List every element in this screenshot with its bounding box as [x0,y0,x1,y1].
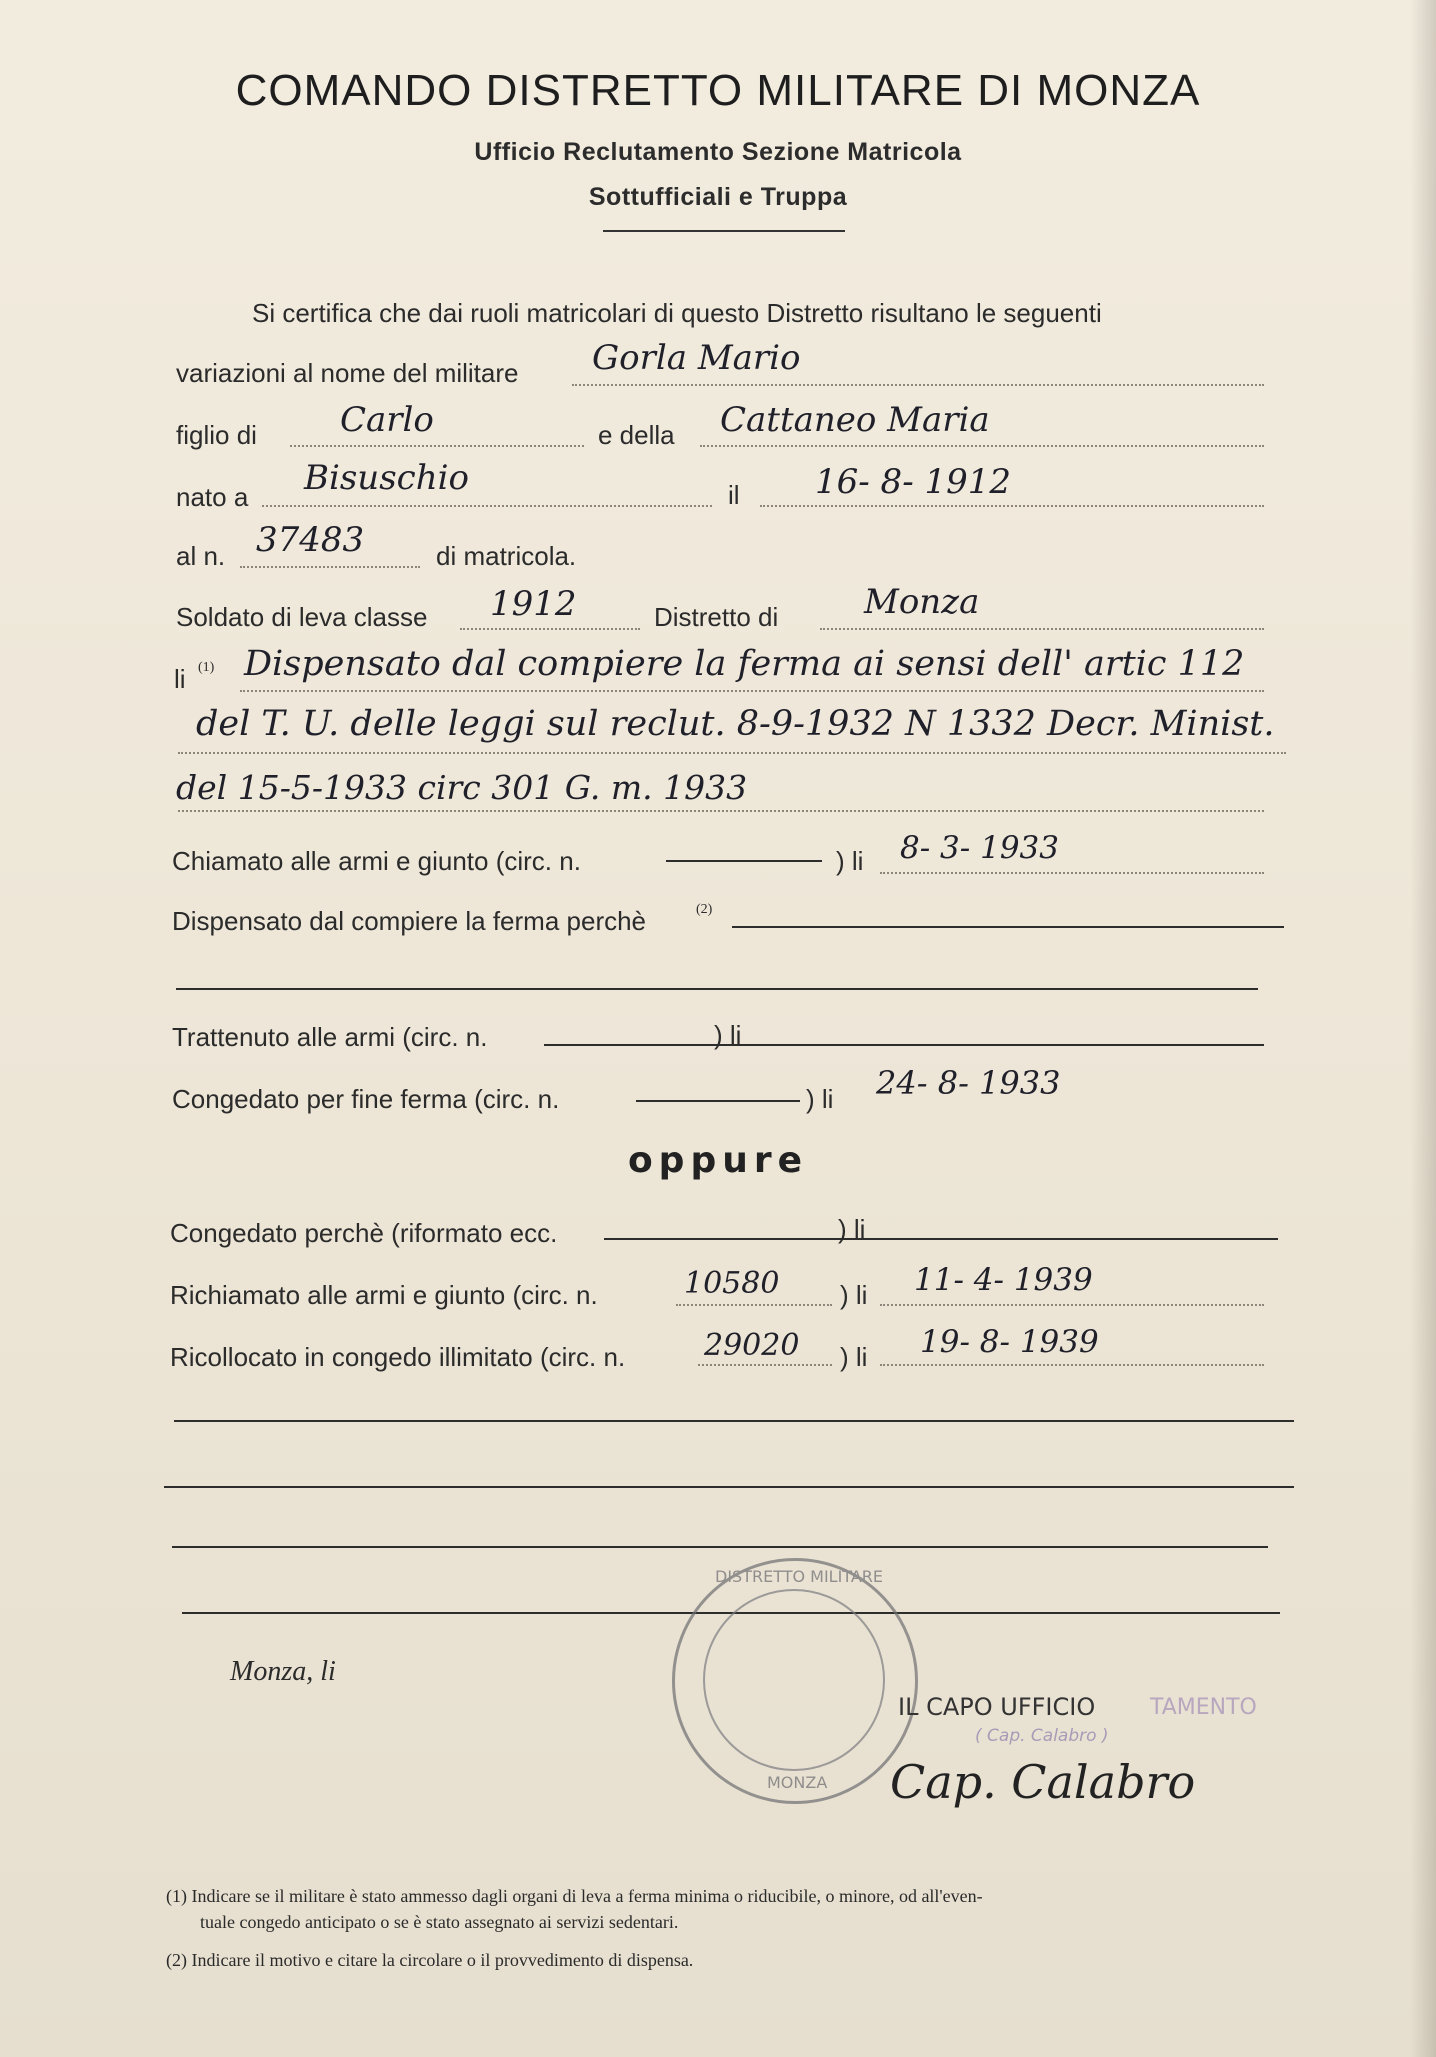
li-footnote-ref: (1) [198,660,215,675]
soldier-class-dotted-line [460,628,640,630]
father-value: Carlo [340,400,434,440]
name-dotted-line [572,384,1264,386]
discharged-li-label: ) li [806,1084,834,1114]
place-date-label: Monza, li [230,1656,336,1687]
birth-date-value: 16- 8- 1912 [815,462,1012,502]
relocated-date-dotted-line [880,1364,1264,1366]
note-line-1: Dispensato dal compiere la ferma ai sensi dell' artic 112 [244,644,1245,684]
head-of-office-ghost-stamp: TAMENTO [1150,1695,1257,1720]
footnote-1-line-2: tuale congedo anticipato o se è stato assegnato ai servizi sedentari. [200,1912,679,1932]
relocated-date-value: 19- 8- 1939 [920,1324,1099,1360]
called-label: Chiamato alle armi e giunto (circ. n. [172,846,581,876]
relocated-li-label: ) li [840,1342,868,1372]
matricola-label: di matricola. [436,541,577,571]
blank-line-1 [174,1420,1294,1422]
name-value: Gorla Mario [592,338,801,378]
note-dotted-line-3 [178,810,1264,812]
document-title: COMANDO DISTRETTO MILITARE DI MONZA [235,66,1201,115]
blank-line-3 [172,1546,1268,1548]
official-stamp [672,1558,918,1804]
oppure-heading: oppure [627,1140,809,1181]
born-dotted-line [262,505,712,507]
page-edge-shadow [1410,0,1436,2057]
footnote-1-line-1: (1) Indicare se il militare è stato ammesso dagli organi di leva a ferma minima o riducibile, o minore, od all'even- [166,1886,983,1906]
soldier-class-value: 1912 [490,584,577,624]
note-line-2: del T. U. delle leggi sul reclut. 8-9-1932 N 1332 Decr. Minist. [196,704,1275,744]
discharged-reason-label: Congedato perchè (riformato ecc. [170,1218,558,1248]
relocated-circ-value: 29020 [704,1328,800,1363]
recalled-li-label: ) li [840,1280,868,1310]
head-of-office-name-stamp: ( Cap. Calabro ) [975,1726,1109,1746]
called-li-label: ) li [836,846,864,876]
stamp-inner-ring [703,1589,885,1771]
discharged-date-value: 24- 8- 1933 [876,1064,1061,1102]
district-value: Monza [864,582,980,622]
dispensed-continuation-line [176,988,1258,990]
retained-li-label: ) li [714,1020,742,1050]
called-date-value: 8- 3- 1933 [900,830,1059,866]
signature: Cap. Calabro [890,1755,1196,1809]
birth-date-dotted-line [760,505,1264,507]
dispensed-label: Dispensato dal compiere la ferma perchè [172,906,647,936]
born-label: nato a [176,482,249,512]
header-rule [603,230,845,232]
district-dotted-line [820,628,1264,630]
section-subtitle: Sottufficiali e Truppa [588,183,848,211]
number-dotted-line [240,566,420,568]
name-label: variazioni al nome del militare [176,358,519,388]
birth-date-label: il [728,480,740,510]
head-of-office-title: IL CAPO UFFICIO [898,1693,1096,1721]
number-value: 37483 [256,520,365,560]
number-label: al n. [176,541,226,571]
footnote-2: (2) Indicare il motivo e citare la circolare o il provvedimento di dispensa. [166,1950,694,1970]
blank-line-2 [164,1486,1294,1488]
discharged-label: Congedato per fine ferma (circ. n. [172,1084,560,1114]
mother-dotted-line [700,445,1264,447]
discharged-reason-line [604,1238,1278,1240]
stamp-bottom-text: MONZA [767,1773,828,1792]
called-date-dotted-line [880,872,1264,874]
intro-text: Si certifica che dai ruoli matricolari di questo Distretto risultano le seguenti [252,298,1102,328]
dispensed-line [732,926,1284,928]
recalled-circ-dotted-line [676,1304,832,1306]
mother-label: e della [598,420,675,450]
discharged-circ-line [636,1100,800,1102]
li-label: li [174,664,186,694]
recalled-date-dotted-line [880,1304,1264,1306]
note-dotted-line-2 [178,752,1286,754]
recalled-date-value: 11- 4- 1939 [914,1262,1093,1298]
dispensed-footnote-ref: (2) [696,902,713,917]
recalled-label: Richiamato alle armi e giunto (circ. n. [170,1280,598,1310]
father-dotted-line [290,445,584,447]
stamp-text: DISTRETTO MILITARE [715,1567,883,1586]
born-value: Bisuschio [304,458,469,498]
office-subtitle: Ufficio Reclutamento Sezione Matricola [474,138,962,166]
called-circ-line [666,860,822,862]
relocated-label: Ricollocato in congedo illimitato (circ. n. [170,1342,626,1372]
mother-value: Cattaneo Maria [720,400,990,440]
district-label: Distretto di [654,602,779,632]
father-label: figlio di [176,420,257,450]
relocated-circ-dotted-line [698,1364,832,1366]
recalled-circ-value: 10580 [684,1266,780,1301]
retained-label: Trattenuto alle armi (circ. n. [172,1022,488,1052]
note-line-3: del 15-5-1933 circ 301 G. m. 1933 [176,768,748,807]
discharged-reason-li-label: ) li [838,1214,866,1244]
retained-line [544,1044,1264,1046]
note-dotted-line-1 [240,690,1264,692]
soldier-class-label: Soldato di leva classe [176,602,428,632]
